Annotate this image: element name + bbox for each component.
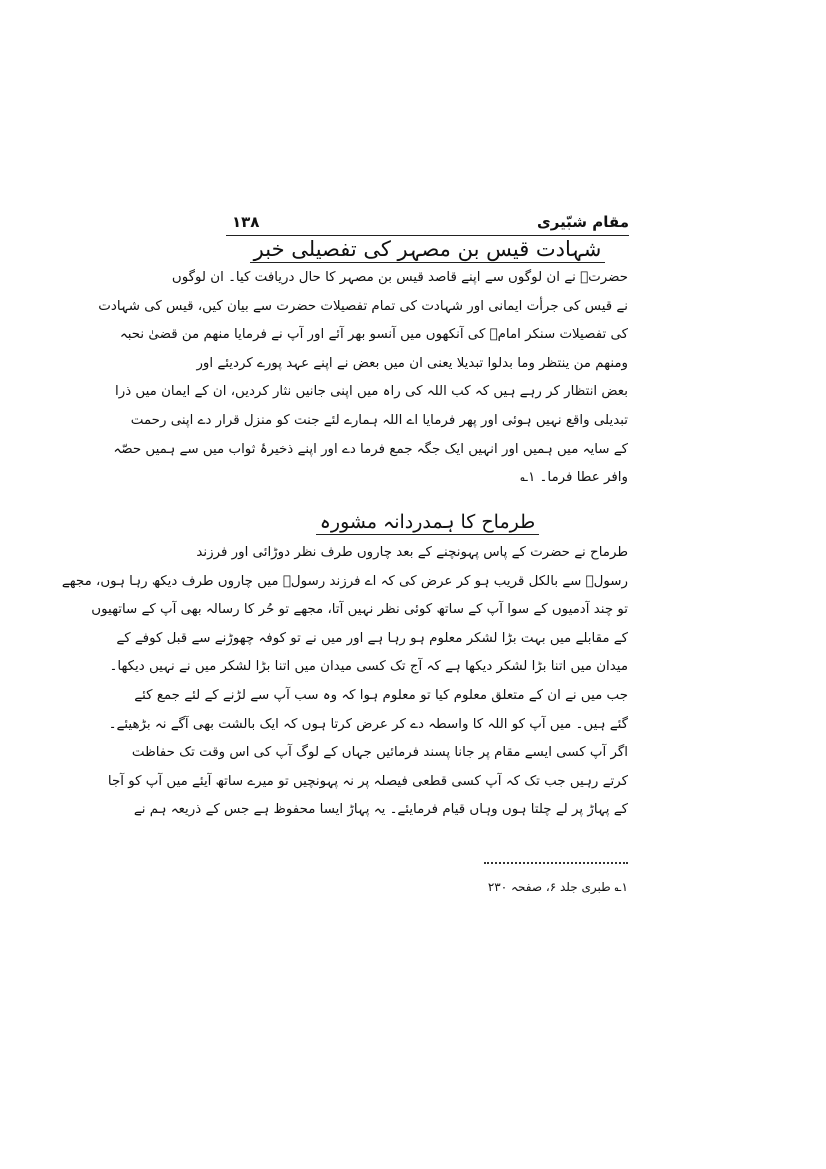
section-heading-tirmah-text: طرماح کا ہمدردانہ مشورہ — [316, 511, 539, 535]
text-line: تو چند آدمیوں کے سوا آپ کے ساتھ کوئی نظر نہیں آتا، مجھے تو حُر کا رسالہ بھی آپ کے ساتھیوں — [91, 602, 628, 618]
text-line: رسولؐ سے بالکل قریب ہو کر عرض کی کہ اے فرزند رسولؐ میں چاروں طرف دیکھ رہا ہوں، مجھے — [61, 573, 628, 589]
book-title: مقام شبّیری — [536, 213, 629, 231]
text-line: حضرتؓ نے ان لوگوں سے اپنے قاصد قیس بن مصہر کا حال دریافت کیا۔ ان لوگوں — [171, 270, 628, 285]
running-header — [226, 213, 629, 236]
text-line: کے سایہ میں ہمیں اور انہیں ایک جگہ جمع فرما دے اور اپنے ذخیرۂ ثواب میں سے ہمیں حصّہ — [113, 441, 628, 457]
paragraph-qais — [98, 264, 628, 493]
text-line: اگر آپ کسی ایسے مقام پر جانا پسند فرمائیں جہاں کے لوگ آپ کی اس وقت تک حفاظت — [131, 745, 628, 761]
text-line: نے قیس کی جرأت ایمانی اور شہادت کی تمام تفصیلات حضرت سے بیان کیں، قیس کی شہادت — [98, 298, 628, 314]
text-line: بعض انتظار کر رہے ہیں کہ کب اللہ کی راہ میں اپنی جانیں نثار کردیں، ان کے ایمان میں ذرا — [115, 384, 628, 400]
text-line: میدان میں اتنا بڑا لشکر دیکھا ہے کہ آج تک کسی میدان میں اتنا بڑا لشکر میں نے نہیں دیکھا۔ — [109, 659, 628, 675]
text-line: تبدیلی واقع نہیں ہوئی اور پھر فرمایا اے اللہ ہمارے لئے جنت کو منزل قرار دے اپنی رحمت — [130, 412, 628, 428]
footnote-separator — [484, 862, 628, 864]
section-heading-qais-text: شہادت قیس بن مصہر کی تفصیلی خبر — [250, 237, 606, 263]
text-line: ومنھم من ینتظر وما بدلوا تبدیلا یعنی ان میں بعض نے اپنے عہد پورے کردیئے اور — [196, 355, 628, 371]
text-line: کرتے رہیں جب تک کہ آپ کسی قطعی فیصلہ پر نہ پہونچیں تو میرے ساتھ آیئے میں آپ کو آجا — [107, 773, 628, 789]
text-line: گئے ہیں۔ میں آپ کو اللہ کا واسطہ دے کر عرض کرتا ہوں کہ ایک بالشت بھی آگے نہ بڑھیئے۔ — [108, 716, 628, 732]
text-line: طرماح نے حضرت کے پاس پہونچنے کے بعد چاروں طرف نظر دوڑائی اور فرزند — [196, 545, 628, 560]
paragraph-tirmah — [61, 539, 628, 825]
text-line: کے مقابلے میں بہت بڑا لشکر معلوم ہو رہا ہے اور میں نے تو کوفہ چھوڑنے سے قبل کوفے کے — [116, 630, 628, 646]
page-number: ۱۳۸ — [232, 213, 260, 231]
section-heading-qais — [226, 234, 629, 264]
text-line: کی تفصیلات سنکر امامؑ کی آنکھوں میں آنسو بھر آئے اور آپ نے فرمایا منھم من قضیٰ نحبہ — [119, 327, 628, 343]
footnote: ۱؎ طبری جلد ۶، صفحہ ۲۳۰ — [487, 880, 628, 894]
text-line: وافر عطا فرما۔ ۱؎ — [520, 470, 628, 486]
text-line: کے پہاڑ پر لے چلتا ہوں وہاں قیام فرمایئے۔ یہ پہاڑ ایسا محفوظ ہے جس کے ذریعہ ہم نے — [133, 802, 628, 818]
section-heading-tirmah — [226, 507, 629, 537]
text-line: جب میں نے ان کے متعلق معلوم کیا تو معلوم ہوا کہ وہ سب آپ سے لڑنے کے لئے جمع کئے — [134, 687, 628, 703]
